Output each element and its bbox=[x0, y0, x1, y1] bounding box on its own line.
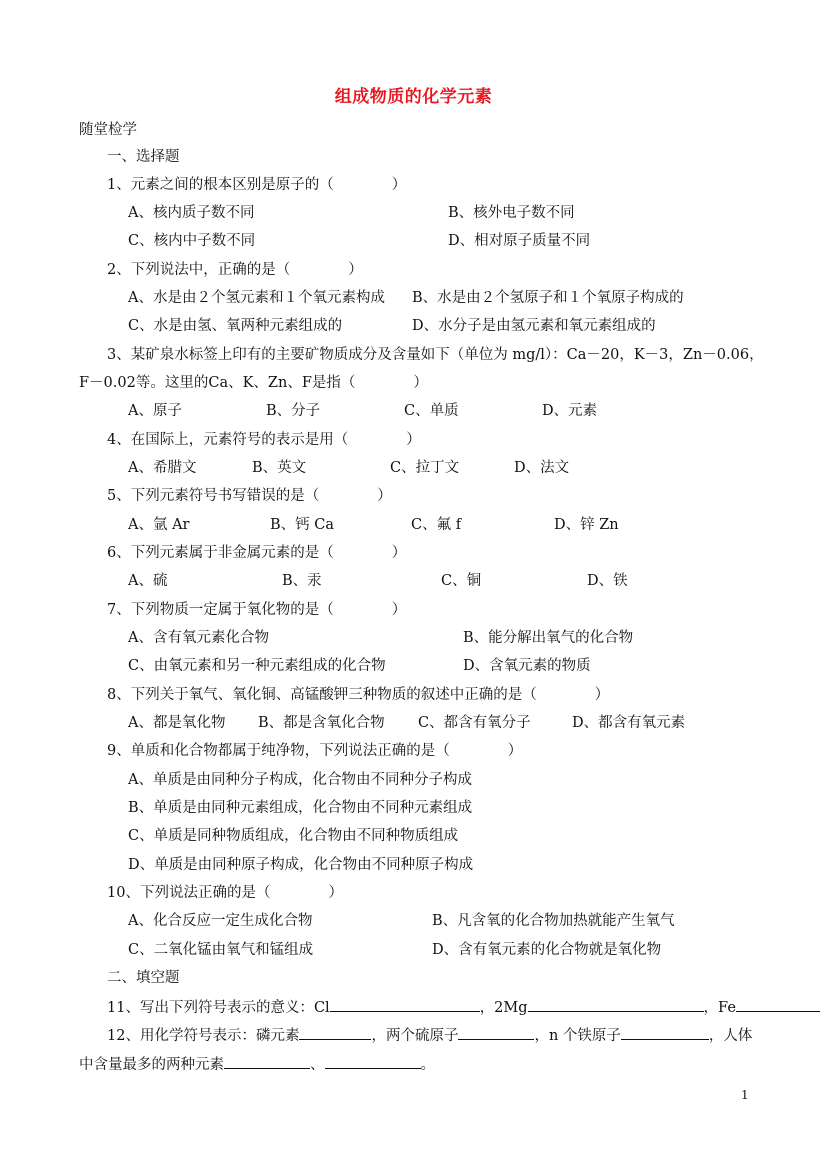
question-11-lead: 11、写出下列符号表示的意义：Cl bbox=[107, 1000, 330, 1016]
question-4-option-b: B、英文 bbox=[252, 460, 307, 476]
answer-blank[interactable] bbox=[299, 1026, 371, 1040]
question-11-mid1: ，2Mg bbox=[479, 1000, 528, 1016]
question-7-stem: 7、下列物质一定属于氧化物的是（ ） bbox=[107, 602, 407, 618]
question-8-option-c: C、都含有氧分子 bbox=[418, 715, 531, 731]
question-8-option-b: B、都是含氧化合物 bbox=[258, 715, 385, 731]
question-12-cont bbox=[79, 1055, 435, 1074]
question-3-stem: 3、某矿泉水标签上印有的主要矿物质成分及含量如下（单位为 mg/l）：Ca－20，K－3，Zn－0.06， bbox=[107, 347, 764, 363]
question-2-option-b: B、水是由２个氢原子和１个氧原子构成的 bbox=[412, 290, 684, 306]
section-heading: 随堂检学 bbox=[79, 122, 137, 138]
question-6-option-d: D、铁 bbox=[587, 573, 628, 589]
question-1-option-a: A、核内质子数不同 bbox=[128, 205, 255, 221]
question-3-option-d: D、元素 bbox=[542, 403, 598, 419]
question-1-option-d: D、相对原子质量不同 bbox=[448, 233, 591, 249]
question-3-option-c: C、单质 bbox=[404, 403, 459, 419]
question-11-mid2: ，Fe bbox=[703, 1000, 736, 1016]
question-10-option-d: D、含有氧元素的化合物就是氧化物 bbox=[432, 942, 662, 958]
question-5-option-b: B、钙 Ca bbox=[270, 517, 335, 533]
question-2-option-c: C、水是由氢、氧两种元素组成的 bbox=[128, 318, 343, 334]
question-12-m1: ，两个硫原子 bbox=[371, 1028, 459, 1044]
question-10-option-c: C、二氧化锰由氧气和锰组成 bbox=[128, 942, 314, 958]
answer-blank[interactable] bbox=[458, 1026, 534, 1040]
answer-blank[interactable] bbox=[736, 998, 820, 1012]
question-2-option-d: D、水分子是由氢元素和氧元素组成的 bbox=[412, 318, 656, 334]
question-6-option-b: B、汞 bbox=[282, 573, 322, 589]
question-3-stem-cont: F－0.02等。这里的Ca、K、Zn、F是指（ ） bbox=[79, 375, 428, 391]
part-heading-fill: 二、填空题 bbox=[107, 970, 180, 986]
page-title: 组成物质的化学元素 bbox=[334, 87, 493, 107]
question-3-option-a: A、原子 bbox=[128, 403, 182, 419]
question-7-option-a: A、含有氧元素化合物 bbox=[128, 630, 269, 646]
question-3-option-b: B、分子 bbox=[266, 403, 321, 419]
question-8-option-a: A、都是氧化物 bbox=[128, 715, 226, 731]
question-10-option-a: A、化合反应一定生成化合物 bbox=[128, 913, 313, 929]
question-6-option-c: C、铜 bbox=[441, 573, 482, 589]
answer-blank[interactable] bbox=[330, 998, 480, 1012]
question-12-sep: 、 bbox=[310, 1057, 325, 1073]
question-6-option-a: A、硫 bbox=[128, 573, 168, 589]
answer-blank[interactable] bbox=[224, 1055, 310, 1069]
question-4-stem: 4、在国际上，元素符号的表示是用（ ） bbox=[107, 432, 421, 448]
question-12-lead: 12、用化学符号表示：磷元素 bbox=[107, 1028, 300, 1044]
answer-blank[interactable] bbox=[621, 1026, 709, 1040]
question-11 bbox=[107, 998, 820, 1017]
question-9-stem: 9、单质和化合物都属于纯净物，下列说法正确的是（ ） bbox=[107, 743, 523, 759]
question-2-stem: 2、下列说法中，正确的是（ ） bbox=[107, 262, 363, 278]
question-12-end: 。 bbox=[420, 1057, 435, 1073]
question-5-option-c: C、氟 f bbox=[411, 517, 462, 533]
part-heading-choice: 一、选择题 bbox=[107, 149, 180, 165]
question-8-option-d: D、都含有氧元素 bbox=[572, 715, 686, 731]
answer-blank[interactable] bbox=[528, 998, 704, 1012]
question-9-option-c: C、单质是同种物质组成，化合物由不同种物质组成 bbox=[128, 828, 459, 844]
question-1-option-b: B、核外电子数不同 bbox=[448, 205, 575, 221]
question-4-option-a: A、希腊文 bbox=[128, 460, 197, 476]
question-7-option-b: B、能分解出氧气的化合物 bbox=[463, 630, 634, 646]
question-7-option-d: D、含氧元素的物质 bbox=[463, 658, 591, 674]
question-12 bbox=[107, 1026, 752, 1045]
question-6-stem: 6、下列元素属于非金属元素的是（ ） bbox=[107, 545, 407, 561]
question-4-option-d: D、法文 bbox=[514, 460, 570, 476]
question-5-stem: 5、下列元素符号书写错误的是（ ） bbox=[107, 488, 392, 504]
question-12-m2: ，n 个铁原子 bbox=[534, 1028, 621, 1044]
question-9-option-a: A、单质是由同种分子构成，化合物由不同种分子构成 bbox=[128, 772, 472, 788]
question-8-stem: 8、下列关于氧气、氧化铜、高锰酸钾三种物质的叙述中正确的是（ ） bbox=[107, 687, 610, 703]
question-7-option-c: C、由氧元素和另一种元素组成的化合物 bbox=[128, 658, 386, 674]
question-1-option-c: C、核内中子数不同 bbox=[128, 233, 256, 249]
question-10-option-b: B、凡含氧的化合物加热就能产生氧气 bbox=[432, 913, 675, 929]
question-4-option-c: C、拉丁文 bbox=[390, 460, 460, 476]
question-5-option-d: D、锌 Zn bbox=[554, 517, 619, 533]
page-number: 1 bbox=[741, 1088, 749, 1102]
question-5-option-a: A、氩 Ar bbox=[128, 517, 190, 533]
question-2-option-a: A、水是由２个氢元素和１个氧元素构成 bbox=[128, 290, 385, 306]
question-12-line2: 中含量最多的两种元素 bbox=[79, 1057, 224, 1073]
question-10-stem: 10、下列说法正确的是（ ） bbox=[107, 885, 343, 901]
question-1-stem: 1、元素之间的根本区别是原子的（ ） bbox=[107, 177, 407, 193]
question-9-option-d: D、单质是由同种原子构成，化合物由不同种原子构成 bbox=[128, 857, 474, 873]
answer-blank[interactable] bbox=[325, 1055, 421, 1069]
question-12-m3: ，人体 bbox=[708, 1028, 753, 1044]
question-9-option-b: B、单质是由同种元素组成，化合物由不同种元素组成 bbox=[128, 800, 473, 816]
